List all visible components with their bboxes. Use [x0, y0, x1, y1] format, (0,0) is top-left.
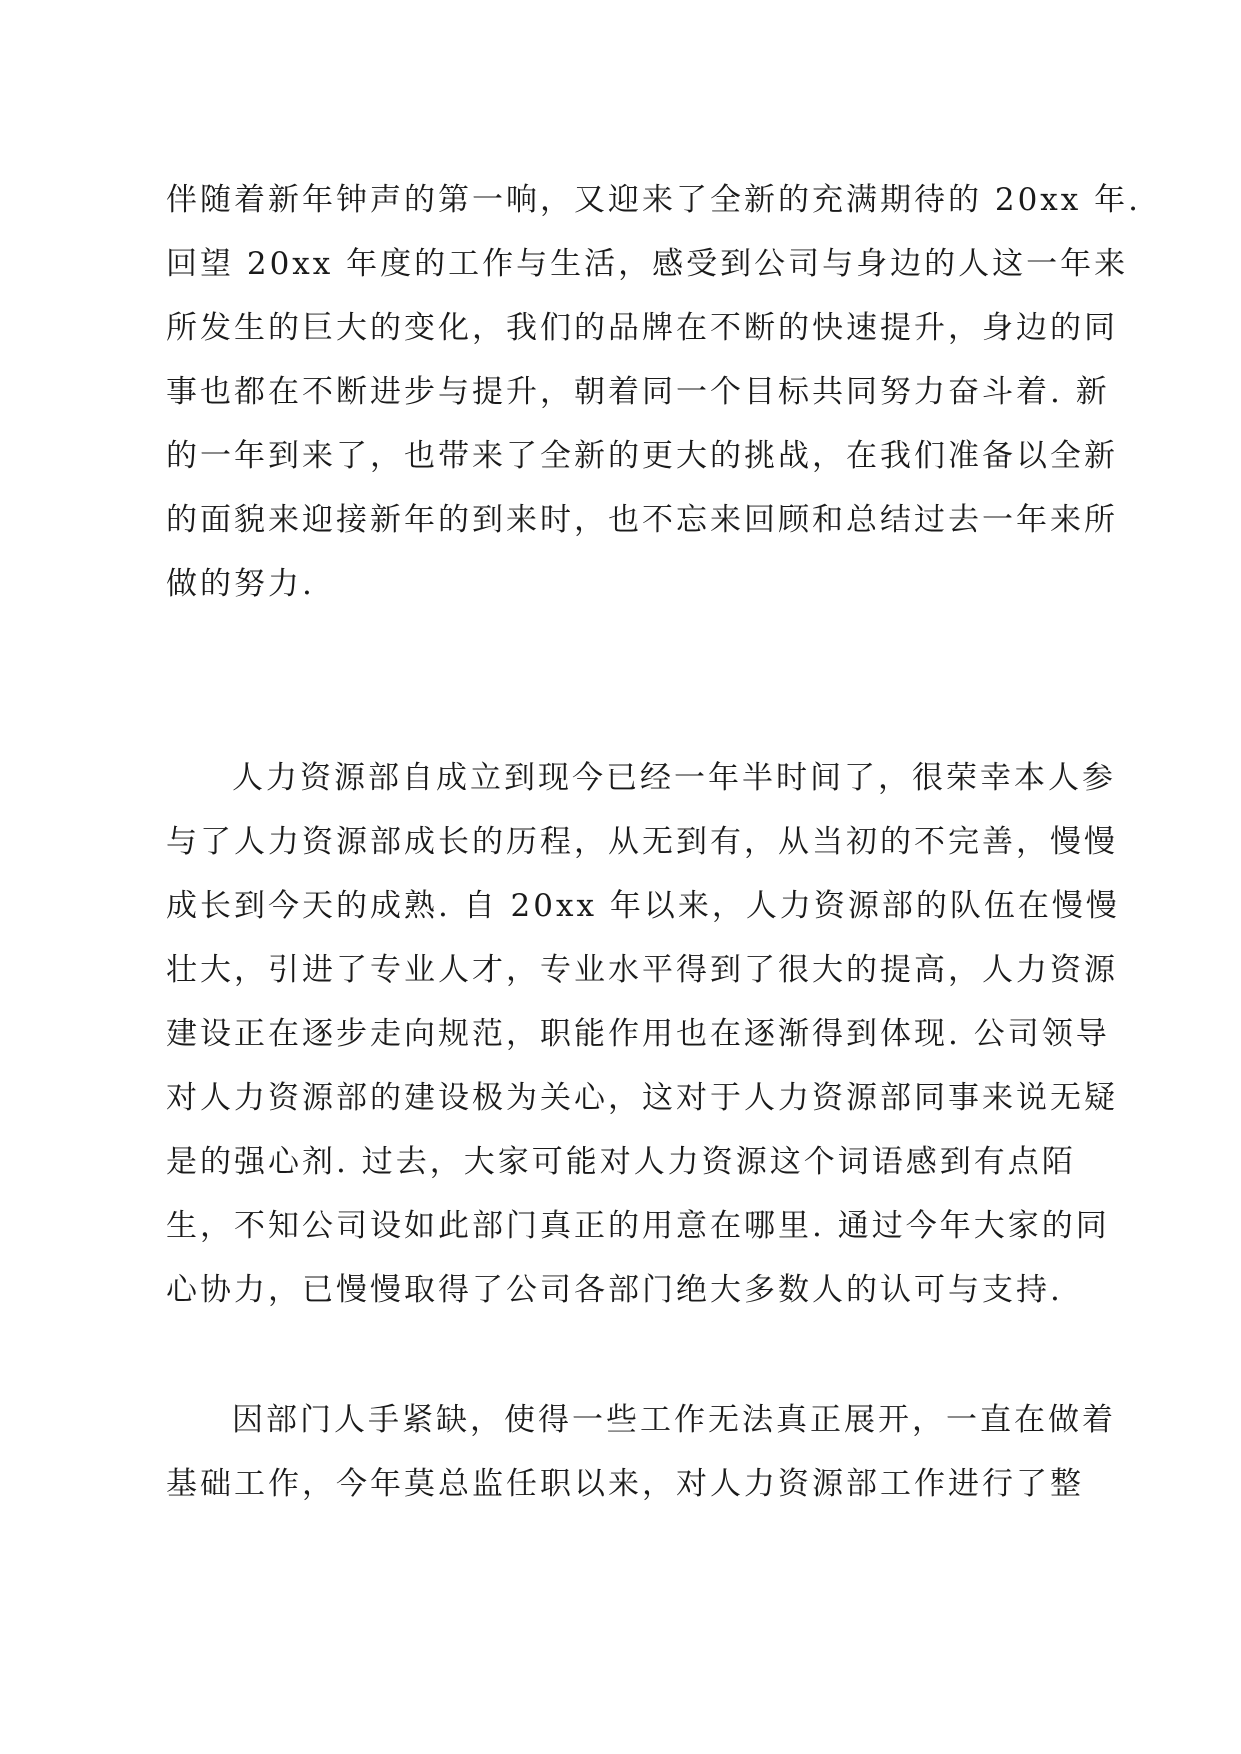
- text-line: 生，不知公司设如此部门真正的用意在哪里. 通过今年大家的同: [166, 1208, 1110, 1244]
- text-line: 的面貌来迎接新年的到来时，也不忘来回顾和总结过去一年来所: [166, 502, 1118, 538]
- paragraph-new-year-intro: [166, 168, 1141, 616]
- text-line: 人力资源部自成立到现今已经一年半时间了，很荣幸本人参: [232, 760, 1116, 796]
- text-line: 成长到今天的成熟. 自 20xx 年以来，人力资源部的队伍在慢慢: [166, 888, 1120, 924]
- text-line: 伴随着新年钟声的第一响，又迎来了全新的充满期待的 20xx 年.: [166, 182, 1141, 218]
- text-line: 壮大，引进了专业人才，专业水平得到了很大的提高，人力资源: [166, 952, 1118, 988]
- text-line: 做的努力.: [166, 566, 315, 602]
- paragraph-hr-department-growth: [166, 746, 1120, 1322]
- text-line: 回望 20xx 年度的工作与生活，感受到公司与身边的人这一年来: [166, 246, 1129, 282]
- text-line: 与了人力资源部成长的历程，从无到有，从当初的不完善，慢慢: [166, 824, 1118, 860]
- text-line: 心协力，已慢慢取得了公司各部门绝大多数人的认可与支持.: [166, 1272, 1063, 1308]
- text-line: 建设正在逐步走向规范，职能作用也在逐渐得到体现. 公司领导: [166, 1016, 1110, 1052]
- text-line: 事也都在不断进步与提升，朝着同一个目标共同努力奋斗着. 新: [166, 374, 1110, 410]
- text-line: 基础工作，今年莫总监任职以来，对人力资源部工作进行了整: [166, 1466, 1084, 1502]
- text-line: 因部门人手紧缺，使得一些工作无法真正展开，一直在做着: [232, 1402, 1116, 1438]
- text-line: 对人力资源部的建设极为关心，这对于人力资源部同事来说无疑: [166, 1080, 1118, 1116]
- text-line: 的一年到来了，也带来了全新的更大的挑战，在我们准备以全新: [166, 438, 1118, 474]
- text-line: 是的强心剂. 过去，大家可能对人力资源这个词语感到有点陌: [166, 1144, 1076, 1180]
- paragraph-staffing-shortage: [166, 1388, 1116, 1516]
- text-line: 所发生的巨大的变化，我们的品牌在不断的快速提升，身边的同: [166, 310, 1118, 346]
